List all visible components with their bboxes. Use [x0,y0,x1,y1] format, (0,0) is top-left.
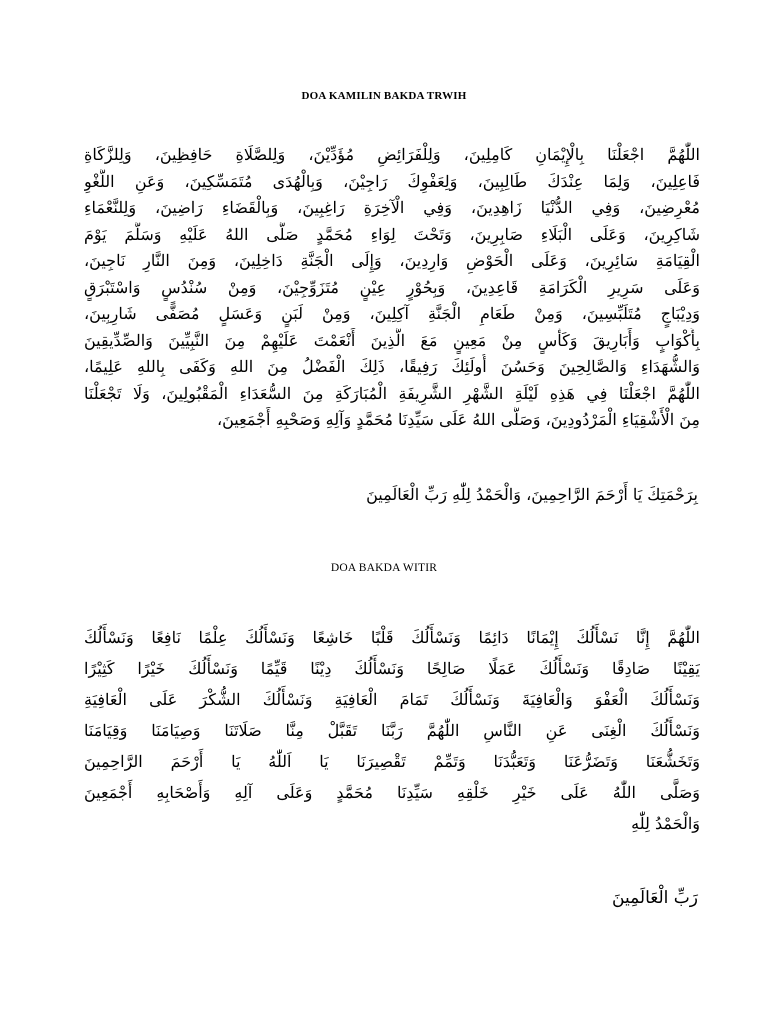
doa-kamilin-line-5: الْقِيَامَةِ سَائِرِينَ، وَعَلَى الْحَوْضِ وَارِدِينَ، وَإِلَى الْجَنَّةِ دَاخِلِينَ، وَمِنَ النَّارِ نَاجِينَ، [84,251,700,270]
doa-witir-line-1: اللّٰهُمَّ إِنَّا نَسْأَلُكَ إِيْمَانًا دَائِمًا وَنَسْأَلُكَ قَلْبًا خَاشِعًا وَنَسْأَلُكَ عِلْمًا نَافِعًا وَنَسْأَلُكَ [84,628,700,647]
doa-witir-body [84,622,700,839]
doa-kamilin-line-7: وَدِيْبَاجٍ مُتَلَبِّسِينَ، وَمِنْ طَعَامِ الْجَنَّةِ آكِلِينَ، وَمِنْ لَبَنٍ وَعَسَلٍ مُصَفًّى شَارِبِينَ، [84,304,700,323]
doa-kamilin-line-11: مِنَ الْأَشْقِيَاءِ الْمَرْدُودِينَ، وَصَلَّى اللهُ عَلَى سَيِّدِنَا مُحَمَّدٍ وَآلِهِ وَصَحْبِهِ أَجْمَعِينَ، [216,410,700,429]
doa-kamilin-line-8: بِأَكْوَابٍ وَأَبَارِيقَ وَكَأْسٍ مِنْ مَعِينٍ مَعَ الَّذِينَ أَنْعَمْتَ عَلَيْهِمْ مِنَ النَّبِيِّينَ وَالصِّدِّيقِينَ [84,330,700,350]
doa-kamilin-body [84,142,700,434]
doa-kamilin-line-4: شَاكِرِينَ، وَعَلَى الْبَلَاءِ صَابِرِينَ، وَتَحْتَ لِوَاءِ مُحَمَّدٍ صَلَّى اللهُ عَلَيْهِ وَسَلَّمَ يَوْمَ [84,224,700,244]
doa-kamilin-line-2: فَاعِلِينَ، وَلِمَا عِنْدَكَ طَالِبِينَ، وَلِعَفْوِكَ رَاجِيْنَ، وَبِالْهُدَى مُتَمَسِّكِينَ، وَعَنِ اللَّغْوِ [84,171,700,191]
doa-witir-line-4: وَنَسْأَلُكَ الْغِنَى عَنِ النَّاسِ اللّٰهُمَّ رَبَّنَا تَقَبَّلْ مِنَّا صَلَاتَنَا وَصِيَامَنَا وَقِيَامَنَا [84,721,700,740]
doa-witir-closing: رَبِّ الْعَالَمِينَ [612,888,698,908]
doa-kamilin-closing: بِرَحْمَتِكَ يَا أَرْحَمَ الرَّاحِمِينَ، وَالْحَمْدُ لِلّٰهِ رَبِّ الْعَالَمِينَ [366,485,698,504]
doa-kamilin-title: DOA KAMILIN BAKDA TRWIH [301,90,467,102]
doa-witir-line-5: وَتَخَشُّعَنَا وَتَضَرُّعَنَا وَتَعَبُّدَنَا وَتَمِّمْ تَقْصِيرَنَا يَا اَللّٰهُ يَا أَرْحَمَ الرَّاحِمِينَ [84,752,700,771]
doa-witir-line-6: وَصَلَّى اللّٰهُ عَلَى خَيْرِ خَلْقِهِ سَيِّدِنَا مُحَمَّدٍ وَعَلَى آلِهِ وَأَصْحَابِهِ أَجْمَعِينَ [84,783,700,802]
doa-kamilin-line-1: اللّٰهُمَّ اجْعَلْنَا بِالْإِيْمَانِ كَامِلِينَ، وَلِلْفَرَائِضِ مُؤَدِّيْنَ، وَلِلصَّلَاةِ حَافِظِينَ، وَلِلزَّكَاةِ [84,145,700,164]
doa-kamilin-line-10: اللّٰهُمَّ اجْعَلْنَا فِي هَذِهِ لَيْلَةِ الشَّهْرِ الشَّرِيفَةِ الْمُبَارَكَةِ مِنَ السُّعَدَاءِ الْمَقْبُولِينَ، وَلَا تَجْعَلْنَا [84,383,700,403]
doa-witir-line-3: وَنَسْأَلُكَ الْعَفْوَ وَالْعَافِيَةَ وَنَسْأَلُكَ تَمَامَ الْعَافِيَةِ وَنَسْأَلُكَ الشُّكْرَ عَلَى الْعَافِيَةِ [84,690,700,709]
doa-witir-title: DOA BAKDA WITIR [330,562,438,574]
doa-witir-line-2: يَقِيْنًا صَادِقًا وَنَسْأَلُكَ عَمَلًا صَالِحًا وَنَسْأَلُكَ دِيْنًا قَيِّمًا وَنَسْأَلُكَ خَيْرًا كَثِيْرًا [84,659,700,678]
doa-kamilin-line-3: مُعْرِضِينَ، وَفِي الدُّنْيَا زَاهِدِينَ، وَفِي الْآخِرَةِ رَاغِبِينَ، وَبِالْقَضَاءِ رَاضِينَ، وَلِلنَّعْمَاءِ [84,198,700,217]
doa-kamilin-line-6: وَعَلَى سَرِيرِ الْكَرَامَةِ قَاعِدِينَ، وَبِحُوْرٍ عِيْنٍ مُتَزَوِّجِيْنَ، وَمِنْ سُنْدُسٍ وَاسْتَبْرَقٍ [84,277,700,297]
doa-witir-line-7: وَالْحَمْدُ لِلّٰهِ [631,814,700,833]
doa-kamilin-line-9: وَالشُّهَدَاءِ وَالصَّالِحِينَ وَحَسُنَ أُولَئِكَ رَفِيقًا، ذَلِكَ الْفَضْلُ مِنَ اللهِ وَكَفَى بِاللهِ عَلِيمًا، [84,357,700,376]
